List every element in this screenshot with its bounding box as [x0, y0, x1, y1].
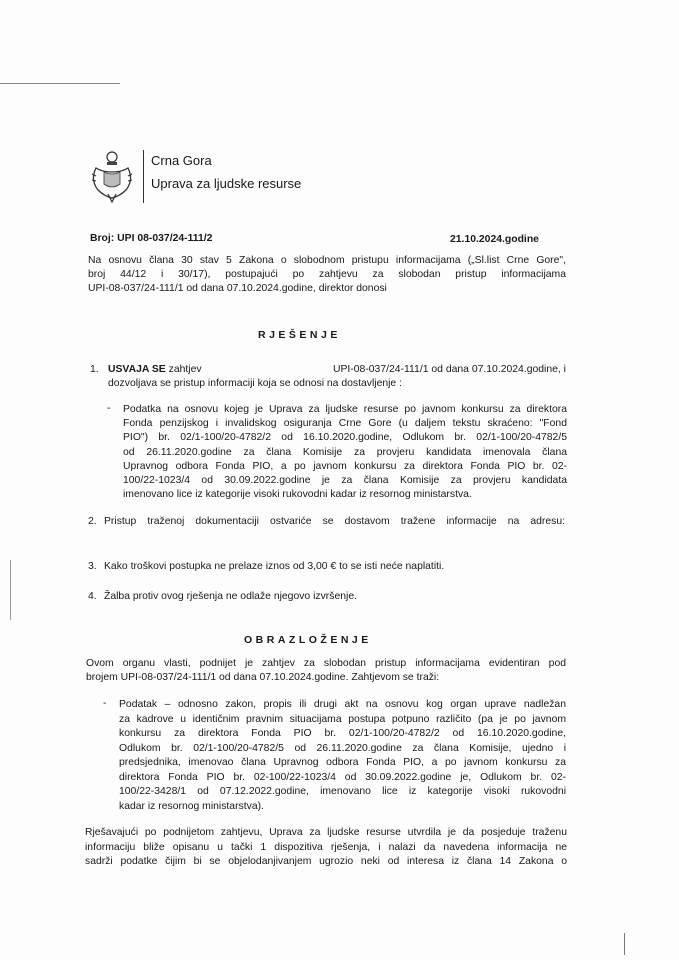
coat-of-arms-logo — [90, 150, 134, 204]
text-line: Ovom organu vlasti, podnijet je zahtjev za slobodan pristup informacijama evidentiran pod — [86, 658, 566, 669]
text-line: za kadrove u identičnim pravnim situacijama postupa potpuno različito (pa je po javnom — [119, 713, 566, 725]
item1-bullet-text — [123, 403, 567, 502]
country-name: Crna Gora — [151, 153, 212, 168]
text-line: Podatka na osnovu kojeg je Uprava za ljudske resurse po javnom konkursu za direktora — [123, 404, 567, 415]
item1-line2: dozvoljava se pristup informaciji koja se odnosi na dostavljenje : — [108, 378, 402, 389]
reasoning-bullet-dash: - — [103, 698, 107, 709]
item1-request: zahtjev — [168, 364, 202, 375]
text-line: 100/22-1023/4 od 30.09.2022.godine je za člana Komisije za provjeru kandidata — [123, 474, 567, 486]
document-number: Broj: UPI 08-037/24-111/2 — [90, 233, 213, 244]
institution-name: Uprava za ljudske resurse — [151, 176, 302, 191]
item3-text: Kako troškovi postupka ne prelaze iznos od 3,00 € to se isti neće naplatiti. — [104, 561, 445, 572]
text-line: 100/22-3428/1 od 07.12.2022.godine, imenovano lice iz kategorije visoki rukovodni — [119, 786, 566, 797]
reasoning-title: OBRAZLOŽENJE — [244, 634, 372, 646]
text-line: kadar iz resornog ministarstva). — [119, 800, 264, 812]
item1-bullet-dash: - — [107, 403, 111, 414]
reasoning-paragraph-2 — [85, 826, 567, 870]
text-line: Upravnog odbora Fonda PIO, a po javnom konkursu za direktora Fonda PIO br. 02- — [123, 460, 567, 472]
text-line: Rješavajući po podnijetom zahtjevu, Uprava za ljudske resurse utvrdila je da posjeduje traženu — [85, 827, 567, 838]
text-line: direktora Fonda PIO br. 02-100/22-1023/4 od 30.09.2022.godine je, Odlukom br. 02- — [119, 771, 566, 783]
text-line: od 26.11.2020.godine za člana Komisije za provjeru kandidata imenovala člana — [123, 446, 567, 458]
intro-paragraph — [88, 254, 566, 295]
item3-number: 3. — [88, 561, 97, 572]
item2-number: 2. — [88, 516, 97, 527]
item1-number: 1. — [90, 364, 99, 375]
scan-mark-bottom — [624, 933, 625, 955]
text-line: broj 44/12 i 30/17), postupajući po zahtjevu za slobodan pristup informacijama — [88, 268, 566, 280]
item1-line1 — [108, 364, 566, 375]
item4-number: 4. — [88, 591, 97, 602]
item1-approve-label: USVAJA SE — [108, 364, 166, 375]
reasoning-paragraph-1 — [86, 657, 566, 685]
scan-mark-top — [0, 83, 120, 84]
text-line: Podatak – odnosno zakon, propis ili drugi akt na osnovu kog organ uprave nadležan — [119, 699, 566, 710]
header-divider — [143, 150, 144, 203]
text-line: Na osnovu člana 30 stav 5 Zakona o slobodnom pristupu informacijama („Sl.list Crne Gore", — [88, 255, 566, 266]
text-line: konkursu za direktora Fonda PIO br. 02/1-100/20-4782/2 od 16.10.2020.godine, — [119, 728, 566, 739]
reasoning-bullet-text — [119, 698, 566, 814]
text-line: predsjednika, imenovao člana Upravnog odbora Fonda PIO, a po javnom konkursu za — [119, 757, 566, 768]
text-line: Fonda penzijskog i invalidskog osiguranja Crne Gore (u daljem tekstu skraćeno: "Fond — [123, 418, 567, 430]
text-line: sadrži podatke čijim bi se objelodanjivanjem ugrozio neki od interesa iz člana 14 Zakona o — [85, 856, 567, 867]
item2-text: Pristup traženoj dokumentaciji ostvariće se dostavom tražene informacije na adresu: — [104, 516, 565, 527]
text-line: Odlukom br. 02/1-100/20-4782/5 od 26.11.2020.godine za člana Komisije, ujedno i — [119, 742, 566, 754]
text-line: PIO") br. 02/1-100/20-4782/2 od 16.10.2020.godine, Odlukom br. 02/1-100/20-4782/5 — [123, 432, 567, 444]
text-line: brojem UPI-08-037/24-111/1 od dana 07.10.2024.godine. Zahtjevom se traži: — [86, 672, 440, 684]
text-line: informaciju bliže opisanu u tački 1 dispozitiva rješenja, i nalazi da navedena informacija ne — [85, 841, 567, 853]
document-date: 21.10.2024.godine — [450, 234, 539, 245]
scan-mark-left — [10, 560, 11, 620]
item4-text: Žalba protiv ovog rješenja ne odlaže njegovo izvršenje. — [104, 591, 357, 602]
decision-title: RJEŠENJE — [258, 329, 341, 341]
text-line: UPI-08-037/24-111/1 od dana 07.10.2024.godine, direktor donosi — [88, 282, 387, 294]
item1-reference: UPI-08-037/24-111/1 od dana 07.10.2024.godine, i — [332, 364, 566, 375]
text-line: imenovano lice iz kategorije visoki rukovodni kadar iz resornog ministarstva. — [123, 489, 472, 501]
